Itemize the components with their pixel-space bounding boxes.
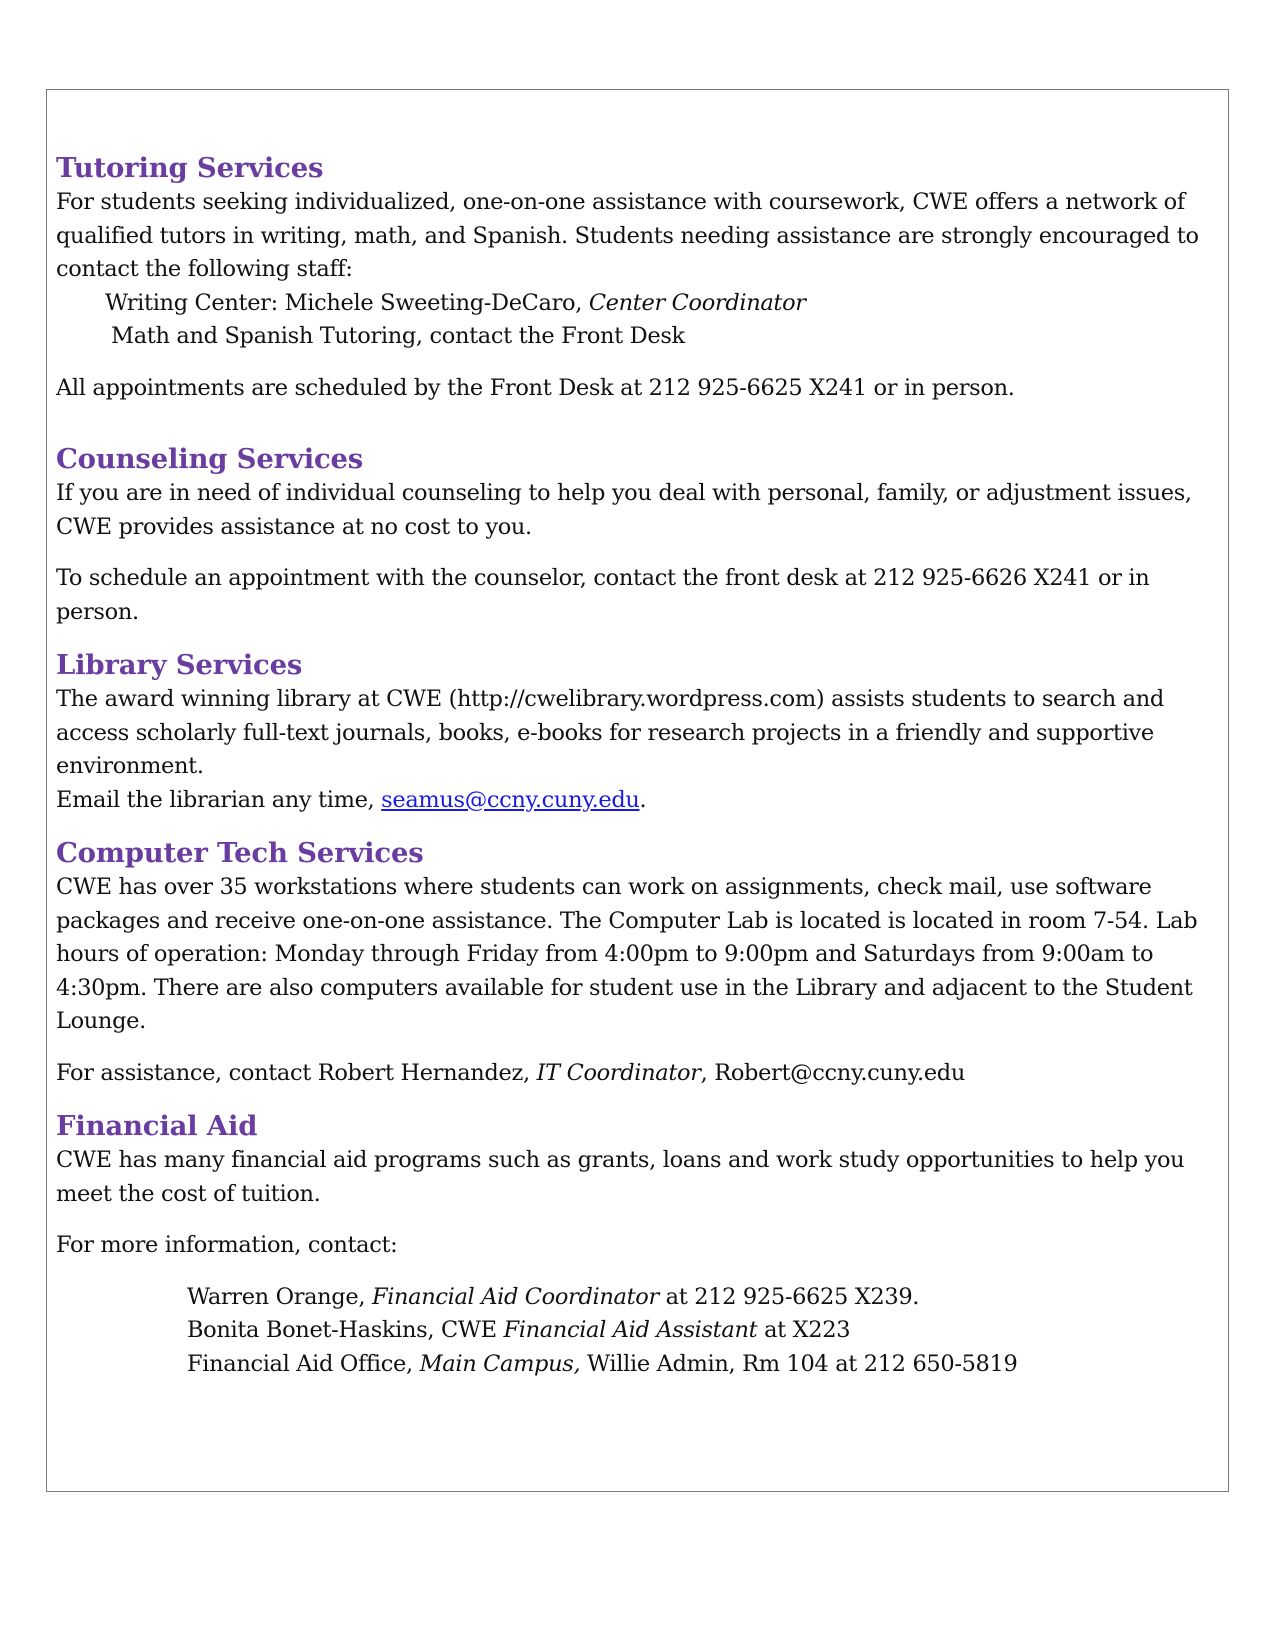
library-heading: Library Services	[56, 649, 303, 681]
financial-intro: CWE has many financial aid programs such as grants, loans and work study opportunities to help you meet the cost of tuition.	[56, 1147, 1185, 1207]
financial-contact-1	[56, 1281, 1224, 1315]
contact2-name: Bonita Bonet-Haskins, CWE	[187, 1317, 504, 1343]
counseling-heading: Counseling Services	[56, 443, 364, 475]
tutoring-heading: Tutoring Services	[56, 152, 324, 184]
library-email-prefix: Email the librarian any time,	[56, 786, 382, 813]
library-email-suffix: .	[639, 786, 647, 813]
contact2-title: Financial Aid Assistant	[503, 1317, 758, 1343]
computer-assist-prefix: For assistance, contact Robert Hernandez,	[56, 1059, 537, 1086]
counseling-schedule: To schedule an appointment with the counselor, contact the front desk at 212 925-6626 X241 or in person.	[56, 565, 1150, 625]
tutoring-appointments: All appointments are scheduled by the Front Desk at 212 925-6625 X241 or in person.	[56, 374, 1015, 401]
contact2-phone: at X223	[757, 1317, 851, 1343]
contact1-title: Financial Aid Coordinator	[371, 1283, 659, 1310]
financial-contact-3	[56, 1348, 1224, 1382]
computer-assist-suffix: , Robert@ccny.cuny.edu	[700, 1059, 965, 1086]
contact1-name: Warren Orange,	[187, 1283, 372, 1310]
computer-assistance	[56, 1057, 1224, 1091]
financial-contact-2	[56, 1314, 1224, 1348]
financial-heading: Financial Aid	[56, 1110, 258, 1142]
library-intro	[56, 683, 1224, 817]
contact1-phone: at 212 925-6625 X239.	[658, 1283, 920, 1310]
contact3-location: Willie Admin, Rm 104 at 212 650-5819	[580, 1350, 1018, 1377]
writing-center-title: Center Coordinator	[588, 289, 806, 316]
contact3-title: Main Campus,	[419, 1350, 581, 1377]
librarian-email-link[interactable]: seamus@ccny.cuny.edu	[381, 786, 640, 813]
tutoring-intro: For students seeking individualized, one-on-one assistance with coursework, CWE offers a network of qualified tutors in writing, math, and Spanish. Students needing assistance are strongly encouraged to contact the following staff:	[56, 189, 1199, 282]
computer-intro: CWE has over 35 workstations where students can work on assignments, check mail, use software packages and receive one-on-one assistance. The Computer Lab is located is located in room 7-54. Lab hours of operation: Monday through Friday from 4:00pm to 9:00pm and Saturdays from 9:00am to 4:30pm. There are also computers available for student use in the Library and adjacent to the Student Lounge.	[56, 874, 1198, 1034]
computer-heading: Computer Tech Services	[56, 837, 424, 869]
counseling-intro: If you are in need of individual counseling to help you deal with personal, family, or adjustment issues, CWE provides assistance at no cost to you.	[56, 480, 1192, 540]
it-coordinator-title: IT Coordinator	[536, 1059, 701, 1086]
contact3-name: Financial Aid Office,	[187, 1350, 420, 1377]
writing-center-line	[56, 287, 1224, 321]
financial-more-info: For more information, contact:	[56, 1232, 398, 1258]
document-body	[56, 150, 1224, 1381]
math-spanish-line: Math and Spanish Tutoring, contact the Front Desk	[111, 323, 685, 349]
writing-center-text: Writing Center: Michele Sweeting-DeCaro,	[105, 289, 589, 316]
library-intro-text: The award winning library at CWE (http://cwelibrary.wordpress.com) assists students to search and access scholarly full-text journals, books, e-books for research projects in a friendly and supportive environment.	[56, 686, 1164, 779]
